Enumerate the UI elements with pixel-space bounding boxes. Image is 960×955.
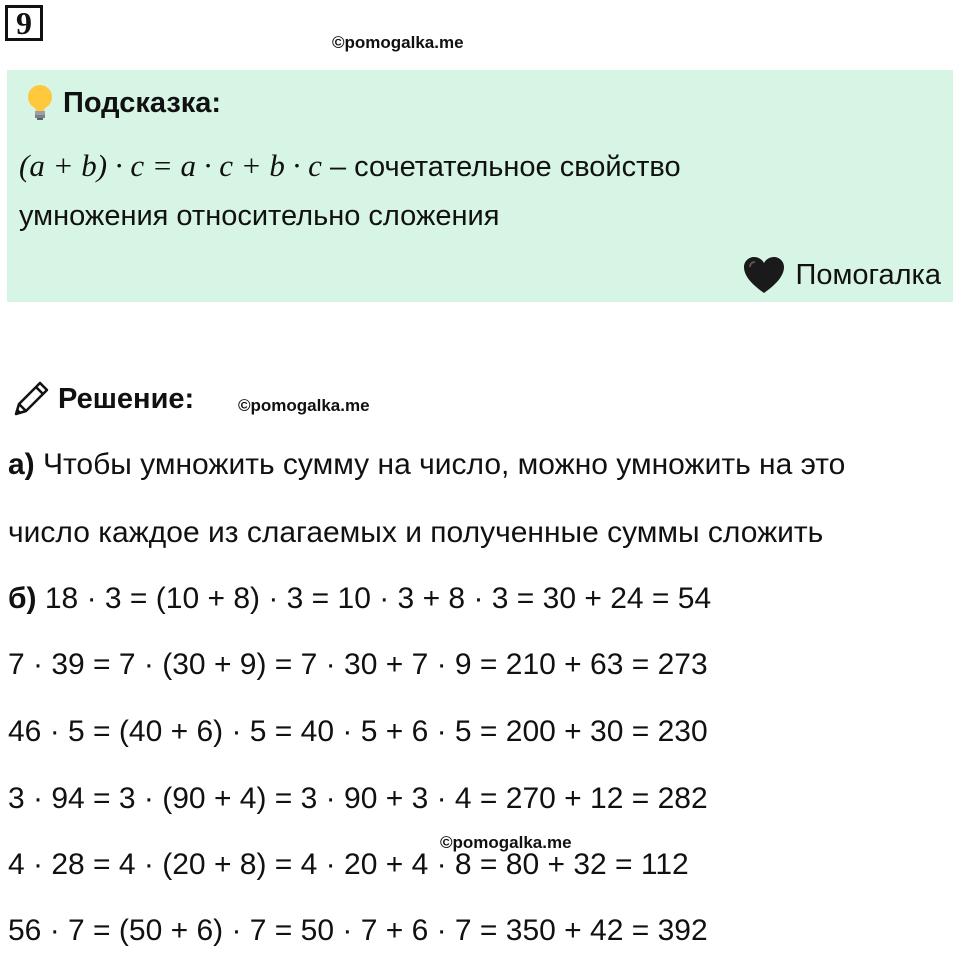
hint-line-2: умножения относительно сложения	[19, 200, 500, 232]
equation-3: 46 · 5 = (40 + 6) · 5 = 40 · 5 + 6 · 5 = 200 + 30 = 230	[8, 715, 708, 748]
heart-icon	[742, 255, 786, 295]
answer-a-line-2: число каждое из слагаемых и полученные суммы сложить	[8, 516, 824, 549]
watermark: ©pomogalka.me	[238, 396, 370, 415]
equation-6: 56 · 7 = (50 + 6) · 7 = 50 · 7 + 6 · 7 = 350 + 42 = 392	[8, 914, 708, 947]
answer-b-label: б)	[8, 582, 37, 615]
equation-5: 4 · 28 = 4 · (20 + 8) = 4 · 20 + 4 · 8 = 80 + 32 = 112	[8, 848, 689, 881]
hint-title: Подсказка:	[63, 86, 222, 119]
hint-formula: (a + b) · c = a · c + b · c	[19, 148, 322, 183]
hint-box	[7, 70, 953, 302]
pencil-icon	[10, 378, 52, 420]
lightbulb-icon	[25, 84, 55, 122]
answer-a-line-1	[8, 448, 845, 482]
watermark: ©pomogalka.me	[440, 833, 572, 852]
solution-title: Решение:	[58, 382, 195, 415]
hint-header	[25, 84, 221, 122]
brand-name: Помогалка	[795, 258, 941, 291]
solution-header	[10, 378, 194, 420]
brand	[742, 255, 941, 295]
hint-line-1-text: – сочетательное свойство	[321, 151, 681, 183]
equation-4: 3 · 94 = 3 · (90 + 4) = 3 · 90 + 3 · 4 = 270 + 12 = 282	[8, 782, 708, 815]
task-number: 9	[5, 5, 43, 41]
answer-b-line-1	[8, 582, 711, 616]
answer-a-label: а)	[8, 448, 35, 481]
answer-a-text-1: Чтобы умножить сумму на число, можно умножить на это	[34, 448, 846, 481]
equation-2: 7 · 39 = 7 · (30 + 9) = 7 · 30 + 7 · 9 = 210 + 63 = 273	[8, 648, 708, 681]
watermark: ©pomogalka.me	[332, 33, 464, 52]
equation-1: 18 · 3 = (10 + 8) · 3 = 10 · 3 + 8 · 3 = 30 + 24 = 54	[36, 582, 712, 615]
hint-line-1	[19, 148, 681, 184]
